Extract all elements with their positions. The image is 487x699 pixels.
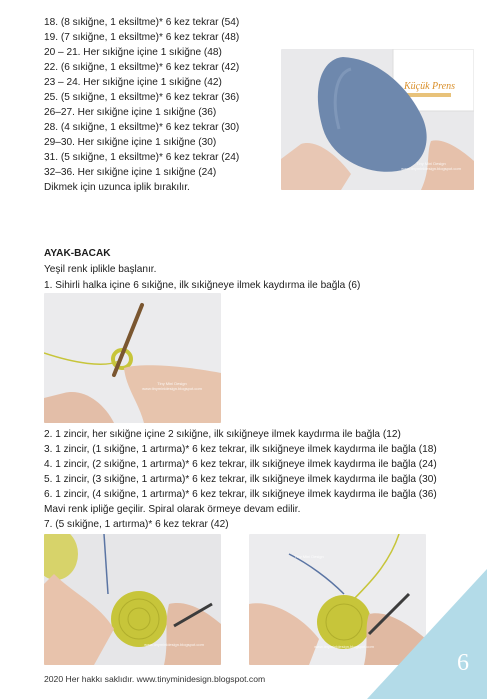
page-number: 6: [457, 650, 469, 676]
watermark-name: Tiny Mini Design: [294, 554, 324, 559]
instruction-row: 19. (7 sıkiğne, 1 eksiltme)* 6 kez tekrar (48): [44, 32, 240, 43]
photo-magic-ring-image: [44, 293, 221, 423]
instruction-row: 25. (5 sıkiğne, 1 eksiltme)* 6 kez tekrar (36): [44, 92, 240, 103]
watermark-name: Tiny Mini Design: [416, 161, 446, 166]
instruction-row: 20 – 21. Her sıkiğne içine 1 sıkiğne (48): [44, 47, 222, 58]
watermark: [279, 554, 339, 559]
instruction-row: Dikmek için uzunca iplik bırakılır.: [44, 182, 190, 193]
watermark: [396, 161, 466, 171]
instruction-row: 31. (5 sıkiğne, 1 eksiltme)* 6 kez tekrar (24): [44, 152, 240, 163]
instruction-row: Mavi renk ipliğe geçilir. Spiral olarak örmeye devam edilir.: [44, 504, 301, 515]
instruction-row: 1. Sihirli halka içine 6 sıkiğne, ilk sıkiğneye ilmek kaydırma ile bağla (6): [44, 280, 361, 291]
photo-crochet-body: [281, 49, 474, 190]
watermark: [144, 642, 204, 647]
photo-green-disc-left: [44, 534, 221, 665]
photo-magic-ring: [44, 293, 221, 423]
watermark-url: www.tinyminidesign.blogspot.com: [401, 166, 461, 171]
instruction-row: 26–27. Her sıkiğne içine 1 sıkiğne (36): [44, 107, 217, 118]
instruction-row: 29–30. Her sıkiğne içine 1 sıkiğne (30): [44, 137, 217, 148]
instruction-row: 5. 1 zincir, (3 sıkiğne, 1 artırma)* 6 kez tekrar, ilk sıkiğneye ilmek kaydırma ile bağla (30): [44, 474, 437, 485]
instruction-row: 7. (5 sıkiğne, 1 artırma)* 6 kez tekrar (42): [44, 519, 229, 530]
instruction-row: 2. 1 zincir, her sıkiğne içine 2 sıkiğne, ilk sıkiğneye ilmek kaydırma ile bağla (12): [44, 429, 401, 440]
footer-copyright: 2020 Her hakkı saklıdır. www.tinyminidesign.blogspot.com: [44, 674, 266, 684]
watermark: [142, 381, 202, 391]
instruction-row: 3. 1 zincir, (1 sıkiğne, 1 artırma)* 6 kez tekrar, ilk sıkiğneye ilmek kaydırma ile bağla (18): [44, 444, 437, 455]
instruction-row: 22. (6 sıkiğne, 1 eksiltme)* 6 kez tekrar (42): [44, 62, 240, 73]
instruction-row: 28. (4 sıkiğne, 1 eksiltme)* 6 kez tekrar (30): [44, 122, 240, 133]
corner-decoration: [367, 569, 487, 699]
instruction-row: 18. (8 sıkiğne, 1 eksiltme)* 6 kez tekrar (54): [44, 17, 240, 28]
instruction-row: 6. 1 zincir, (4 sıkiğne, 1 artırma)* 6 kez tekrar, ilk sıkiğneye ilmek kaydırma ile bağla (36): [44, 489, 437, 500]
watermark-url: www.tinyminidesign.blogspot.com: [142, 386, 202, 391]
watermark-url: www.tinyminidesign.blogspot.com: [314, 644, 374, 649]
instruction-row: 23 – 24. Her sıkiğne içine 1 sıkiğne (42): [44, 77, 222, 88]
instruction-row: 32–36. Her sıkiğne içine 1 sıkiğne (24): [44, 167, 217, 178]
section-title: AYAK-BACAK: [44, 248, 111, 259]
section-intro: Yeşil renk iplikle başlanır.: [44, 264, 157, 275]
watermark-name: Tiny Mini Design: [157, 381, 187, 386]
watermark-url: www.tinyminidesign.blogspot.com: [144, 642, 204, 647]
book-title: Küçük Prens: [404, 81, 456, 92]
instruction-row: 4. 1 zincir, (2 sıkiğne, 1 artırma)* 6 kez tekrar, ilk sıkiğneye ilmek kaydırma ile bağla (24): [44, 459, 437, 470]
